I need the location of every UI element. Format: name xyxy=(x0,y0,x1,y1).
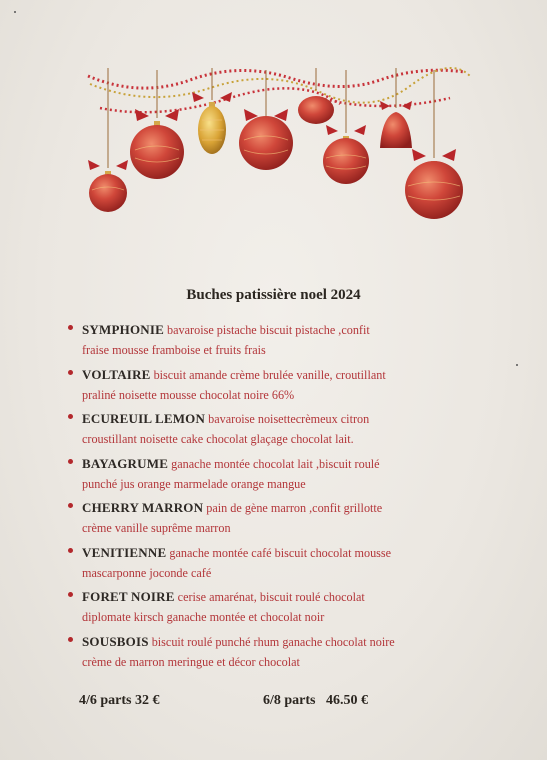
item-description: pain de gène marron ,confit grillotte xyxy=(203,501,383,515)
item-description-continued: praliné noisette mousse chocolat noire 66% xyxy=(82,387,295,402)
bullet-icon xyxy=(68,414,73,419)
item-description-continued: crème vanille suprême marron xyxy=(82,521,231,535)
bullet-icon xyxy=(68,503,73,508)
item-description: cerise amarénat, biscuit roulé chocolat xyxy=(174,590,365,604)
christmas-ornaments-garland-icon xyxy=(80,58,480,228)
item-name: SYMPHONIE xyxy=(82,322,164,337)
page-title: Buches patissière noel 2024 xyxy=(186,287,361,303)
item-description: bavaroise noisettecrèmeux citron xyxy=(205,412,370,426)
item-name: ECUREUIL LEMON xyxy=(82,411,206,426)
item-description: biscuit roulé punché rhum ganache chocolat noire xyxy=(148,634,395,649)
bullet-icon xyxy=(68,548,73,553)
buche-list xyxy=(62,320,522,676)
bullet-icon xyxy=(68,592,73,597)
list-item xyxy=(62,587,522,627)
bullet-icon xyxy=(68,459,73,464)
bullet-icon xyxy=(68,370,73,375)
item-description: ganache montée café biscuit chocolat mousse xyxy=(166,545,392,560)
paper-speck xyxy=(14,11,16,13)
item-description-continued: croustillant noisette cake chocolat glaçage chocolat lait. xyxy=(82,432,354,446)
list-item xyxy=(62,365,522,405)
list-item xyxy=(62,632,522,672)
item-description: ganache montée chocolat lait ,biscuit roulé xyxy=(168,456,380,471)
bullet-icon xyxy=(68,325,73,330)
list-item xyxy=(62,498,522,538)
item-description-continued: punché jus orange marmelade orange mangue xyxy=(82,476,306,491)
list-item xyxy=(62,454,522,494)
item-name: BAYAGRUME xyxy=(82,455,169,471)
item-name: SOUSBOIS xyxy=(82,633,149,649)
item-description-continued: mascarponne joconde café xyxy=(82,565,212,580)
price-small: 4/6 parts 32 € xyxy=(79,693,160,708)
price-large: 6/8 parts 46.50 € xyxy=(263,693,368,708)
list-item xyxy=(62,409,522,449)
item-name: VOLTAIRE xyxy=(82,366,151,382)
bullet-icon xyxy=(68,637,73,642)
item-name: CHERRY MARRON xyxy=(82,500,204,515)
item-description-continued: crème de marron meringue et décor chocolat xyxy=(82,654,300,669)
item-name: VENITIENNE xyxy=(82,544,167,560)
list-item xyxy=(62,320,522,360)
item-description-continued: diplomate kirsch ganache montée et chocolat noir xyxy=(82,610,325,624)
item-description: bavaroise pistache biscuit pistache ,confit xyxy=(163,323,370,337)
item-description-continued: fraise mousse framboise et fruits frais xyxy=(82,343,266,357)
list-item xyxy=(62,543,522,583)
item-name: FORET NOIRE xyxy=(82,589,175,604)
item-description: biscuit amande crème brulée vanille, croutillant xyxy=(150,367,386,382)
